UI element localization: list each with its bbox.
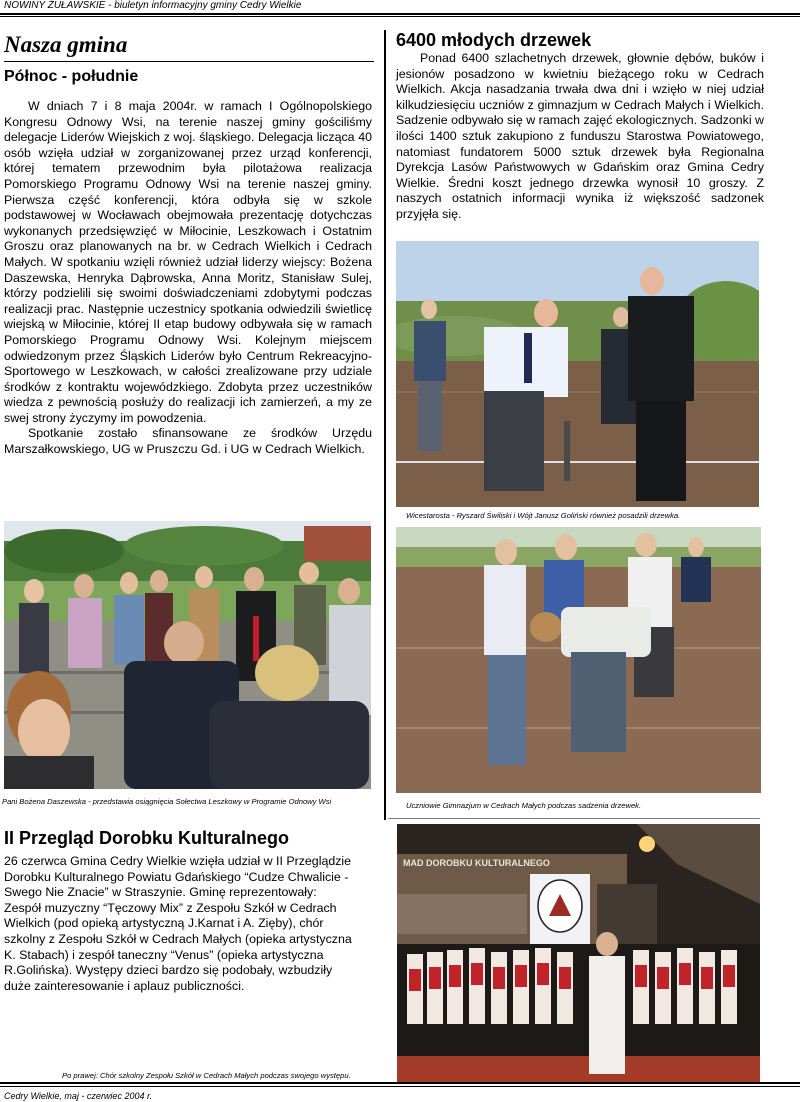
- choir-banner-text: MAD DOROBKU KULTURALNEGO: [403, 858, 550, 868]
- article-paragraph: W dniach 7 i 8 maja 2004r. w ramach I Ogólnopolskiego Kongresu Odnowy Wsi, na terenie naszej gminy gościliśmy delegacje Liderów Wiejskich z woj. śląskiego. Delegacja licząca 40 osób wzięła udział w zorganizowanej przez urząd konferencji, której tematem przewodnim była pilotażowa realizacja Pomorskiego Programu Odnowy Wsi na terenie naszej gminy. Pierwsza część konferencji, która odbyła się w szkole podstawowej w Wocławach obejmowała prezentację dotychczas wykonanych przedsięwzięć w Miłocinie, Leszkowach i Ostatnim Groszu oraz planowanych na br. w Cedrach Wielkich i Cedrach Małych. W spotkaniu wzięli również udział liderzy wiejscy: Bożena Daszewska, Henryka Dąbrowska, Anna Moritz, Stanisław Sulej, którzy podzielili się swoimi doświadczeniami zdobytymi podczas realizacji prac. Następnie uczestnicy spotkania odwiedzili świetlicę wiejską w Miłocinie, której II etap budowy odbywała się w ramach Pomorskiego Programu Odnowy Wsi. Kolejnym miejscem odwiedzonym przez Śląskich Liderów było Centrum Rekreacyjno-Sportowego w Leszkowach, w całości zrealizowane przy udziale środków z kontraktu wojewódzkiego. Zdobyta przez uczestników wiedza z pewnością posłuży do realizacji ich zamierzeń, a my ze swej strony życzymy im powodzenia.: [4, 99, 372, 425]
- section-divider: [388, 818, 760, 819]
- header-rule-thin: [0, 16, 800, 17]
- article-paragraph: Spotkanie zostało sfinansowane ze środków Urzędu Marszałkowskiego, UG w Pruszczu Gd. i UG w Cedrach Wielkich.: [4, 426, 372, 457]
- section-rule: [4, 61, 374, 62]
- article-headline-trees: 6400 młodych drzewek: [396, 30, 592, 50]
- article-body-north-south: [4, 99, 372, 458]
- column-divider: [384, 30, 386, 820]
- photo-officials-planting: [396, 241, 759, 507]
- article-paragraph: Ponad 6400 szlachetnych drzewek, głownie dębów, buków i jesionów posadzono w kwietniu bieżącego roku w Cedrach Wielkich. Akcja nasadzania trwała dwa dni i wzięło w niej udział kilkudziesięciu uczniów z gimnazjum w Cedrach Małych i Wielkich. Sadzenie odbywało się w ramach zajęć ekologicznych. Sadzonki w ilości 1400 sztuk zakupiono z funduszu Starostwa Powiatowego, natomiast fundatorem 5000 sztuk drzewek była Regionalna Dyrekcja Lasów Państwowych w Gdańskim oraz Gmina Cedry Wielkie. Średni koszt jednego drzewka wynosił 10 groszy. Z naszych ostatnich informacji wynika iż większość sadzonek przyjęła się.: [396, 51, 764, 221]
- photo-caption-officials: Wicestarosta - Ryszard Świliski i Wójt Janusz Goliński również posadzili drzewka.: [406, 511, 681, 520]
- article-headline-north-south: Północ - południe: [4, 68, 139, 85]
- header-rule: [0, 13, 800, 15]
- footer-rule-thin: [0, 1086, 800, 1087]
- photo-caption-meeting: Pani Bożena Daszewska - przedstawia osiągnięcia Sołectwa Leszkowy w Programie Odnowy Wsi: [2, 797, 332, 806]
- running-header: NOWINY ŻUŁAWSKIE - biuletyn informacyjny gminy Cedry Wielkie: [4, 0, 302, 11]
- photo-meeting: [4, 521, 371, 789]
- article-body-culture: [4, 854, 354, 994]
- photo-caption-students: Uczniowie Gimnazjum w Cedrach Małych podczas sadzenia drzewek.: [406, 801, 642, 810]
- section-title: Nasza gmina: [4, 32, 128, 57]
- photo-caption-choir: Po prawej: Chór szkolny Zespołu Szkół w Cedrach Małych podczas swojego występu.: [62, 1071, 351, 1080]
- photo-students-planting: [396, 527, 761, 793]
- footer-rule: [0, 1082, 800, 1084]
- footer-dateline: Cedry Wielkie, maj - czerwiec 2004 r.: [4, 1091, 153, 1101]
- article-paragraph: 26 czerwca Gmina Cedry Wielkie wzięła udział w II Przeglądzie Dorobku Kulturalnego Powiatu Gdańskiego “Cudze Chwalicie - Swego Nie Znacie” w Straszynie. Gminę reprezentowały: Zespół muzyczny “Tęczowy Mix” z Zespołu Szkół w Cedrach Wielkich (pod opieką artystyczną J.Karnat i A. Zięby), chór szkolny z Zespołu Szkół w Cedrach Małych (opieka artystyczna K. Stabach) i zespół taneczny “Venus” (opieka artystyczna R.Golińska). Występy dzieci bardzo się podobały, wzbudziły duże zainteresowanie i aplauz publiczności.: [4, 854, 352, 993]
- article-headline-culture: II Przegląd Dorobku Kulturalnego: [4, 828, 290, 848]
- article-body-trees: [396, 51, 764, 223]
- photo-choir-performance: [397, 824, 760, 1082]
